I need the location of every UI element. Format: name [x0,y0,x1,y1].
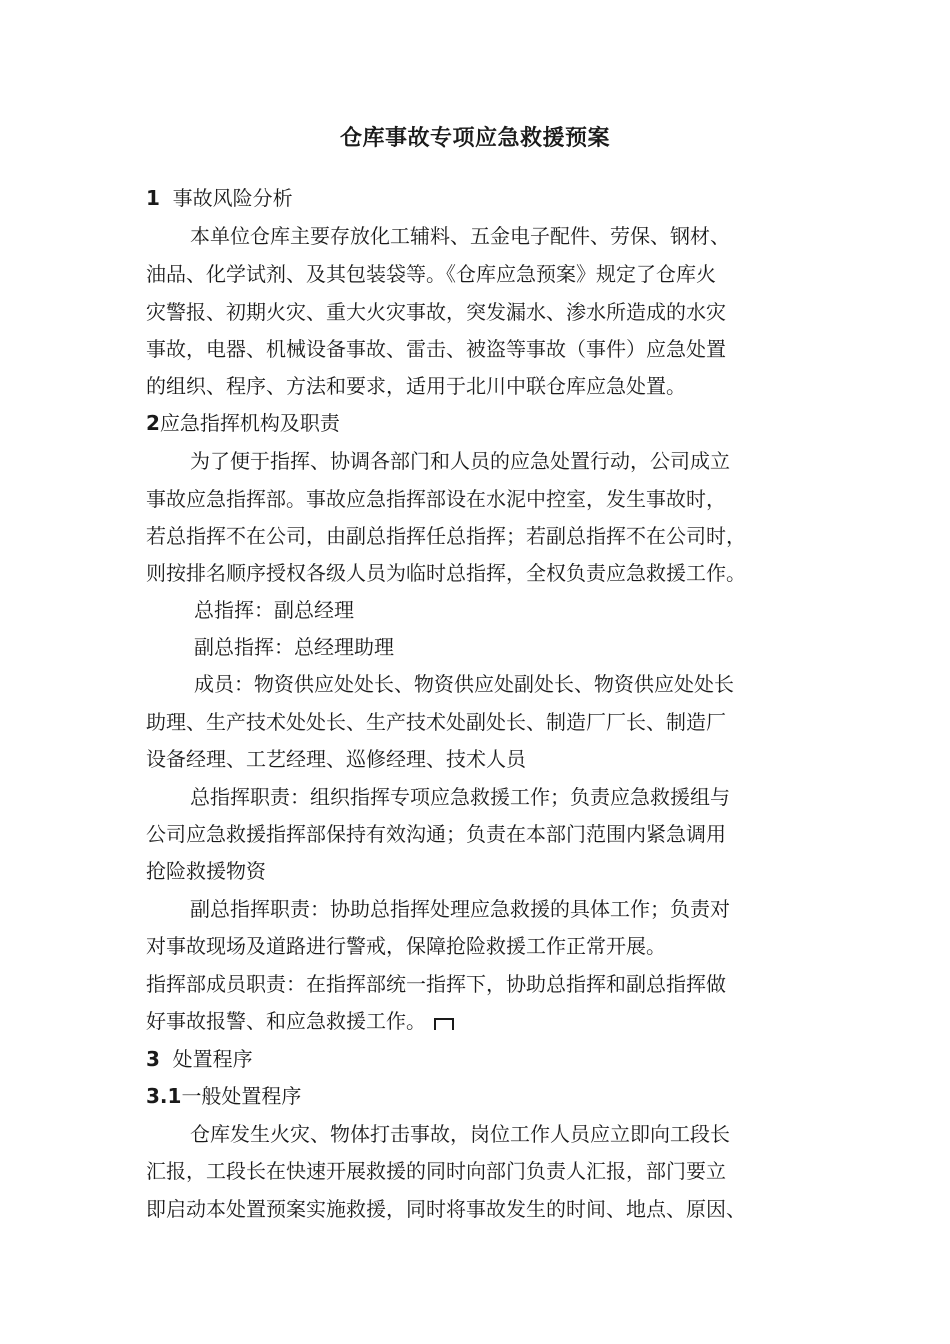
members-line: 成员：物资供应处处长、物资供应处副处长、物资供应处处长 [194,672,734,696]
section-1-number: 1 [146,186,160,210]
section-2-number: 2 [146,411,160,435]
deputy-duty-line: 对事故现场及道路进行警戒，保障抢险救援工作正常开展。 [146,934,666,958]
bracket-mark-icon [434,1018,454,1030]
section-3-title: 处置程序 [172,1047,253,1071]
paragraph-line: 仓库发生火灾、物体打击事故，岗位工作人员应立即向工段长 [190,1122,730,1146]
paragraph-line: 本单位仓库主要存放化工辅料、五金电子配件、劳保、钢材、 [190,224,730,248]
paragraph-line: 油品、化学试剂、及其包装袋等。《仓库应急预案》规定了仓库火 [146,262,716,286]
section-3-heading [146,1041,253,1077]
section-3-number: 3 [146,1047,160,1071]
section-3-1-title: 一般处置程序 [181,1084,302,1108]
paragraph-line: 若总指挥不在公司，由副总指挥任总指挥；若副总指挥不在公司时， [146,524,746,548]
member-duty-line: 指挥部成员职责：在指挥部统一指挥下，协助总指挥和副总指挥做 [146,972,726,996]
paragraph-line: 为了便于指挥、协调各部门和人员的应急处置行动，公司成立 [190,449,730,473]
commander-duty-line: 抢险救援物资 [146,859,266,883]
paragraph-line: 灾警报、初期火灾、重大火灾事故，突发漏水、渗水所造成的水灾 [146,300,726,324]
section-2-heading [146,405,340,441]
deputy-duty-line: 副总指挥职责：协助总指挥处理应急救援的具体工作；负责对 [190,897,730,921]
paragraph-line: 则按排名顺序授权各级人员为临时总指挥，全权负责应急救援工作。 [146,561,746,585]
section-3-1-heading [146,1078,301,1114]
deputy-commander-line: 副总指挥：总经理助理 [194,635,394,659]
commander-duty-line: 总指挥职责：组织指挥专项应急救援工作；负责应急救援组与 [190,785,730,809]
member-duty-text: 好事故报警、和应急救援工作。 [146,1009,426,1033]
commander-line: 总指挥：副总经理 [194,598,354,622]
section-1-heading [146,180,293,216]
member-duty-line [146,1003,454,1039]
paragraph-line: 事故应急指挥部。事故应急指挥部设在水泥中控室，发生事故时， [146,487,726,511]
commander-duty-line: 公司应急救援指挥部保持有效沟通；负责在本部门范围内紧急调用 [146,822,726,846]
members-line: 助理、生产技术处处长、生产技术处副处长、制造厂厂长、制造厂 [146,710,726,734]
paragraph-line: 事故，电器、机械设备事故、雷击、被盗等事故（事件）应急处置 [146,337,726,361]
section-2-title: 应急指挥机构及职责 [159,411,340,435]
paragraph-line: 汇报，工段长在快速开展救援的同时向部门负责人汇报，部门要立 [146,1159,726,1183]
section-1-title: 事故风险分析 [172,186,293,210]
paragraph-line: 即启动本处置预案实施救援，同时将事故发生的时间、地点、原因、 [146,1197,746,1221]
section-3-1-number: 3.1 [146,1084,182,1108]
document-title: 仓库事故专项应急救援预案 [339,125,610,151]
paragraph-line: 的组织、程序、方法和要求，适用于北川中联仓库应急处置。 [146,374,686,398]
members-line: 设备经理、工艺经理、巡修经理、技术人员 [146,747,526,771]
